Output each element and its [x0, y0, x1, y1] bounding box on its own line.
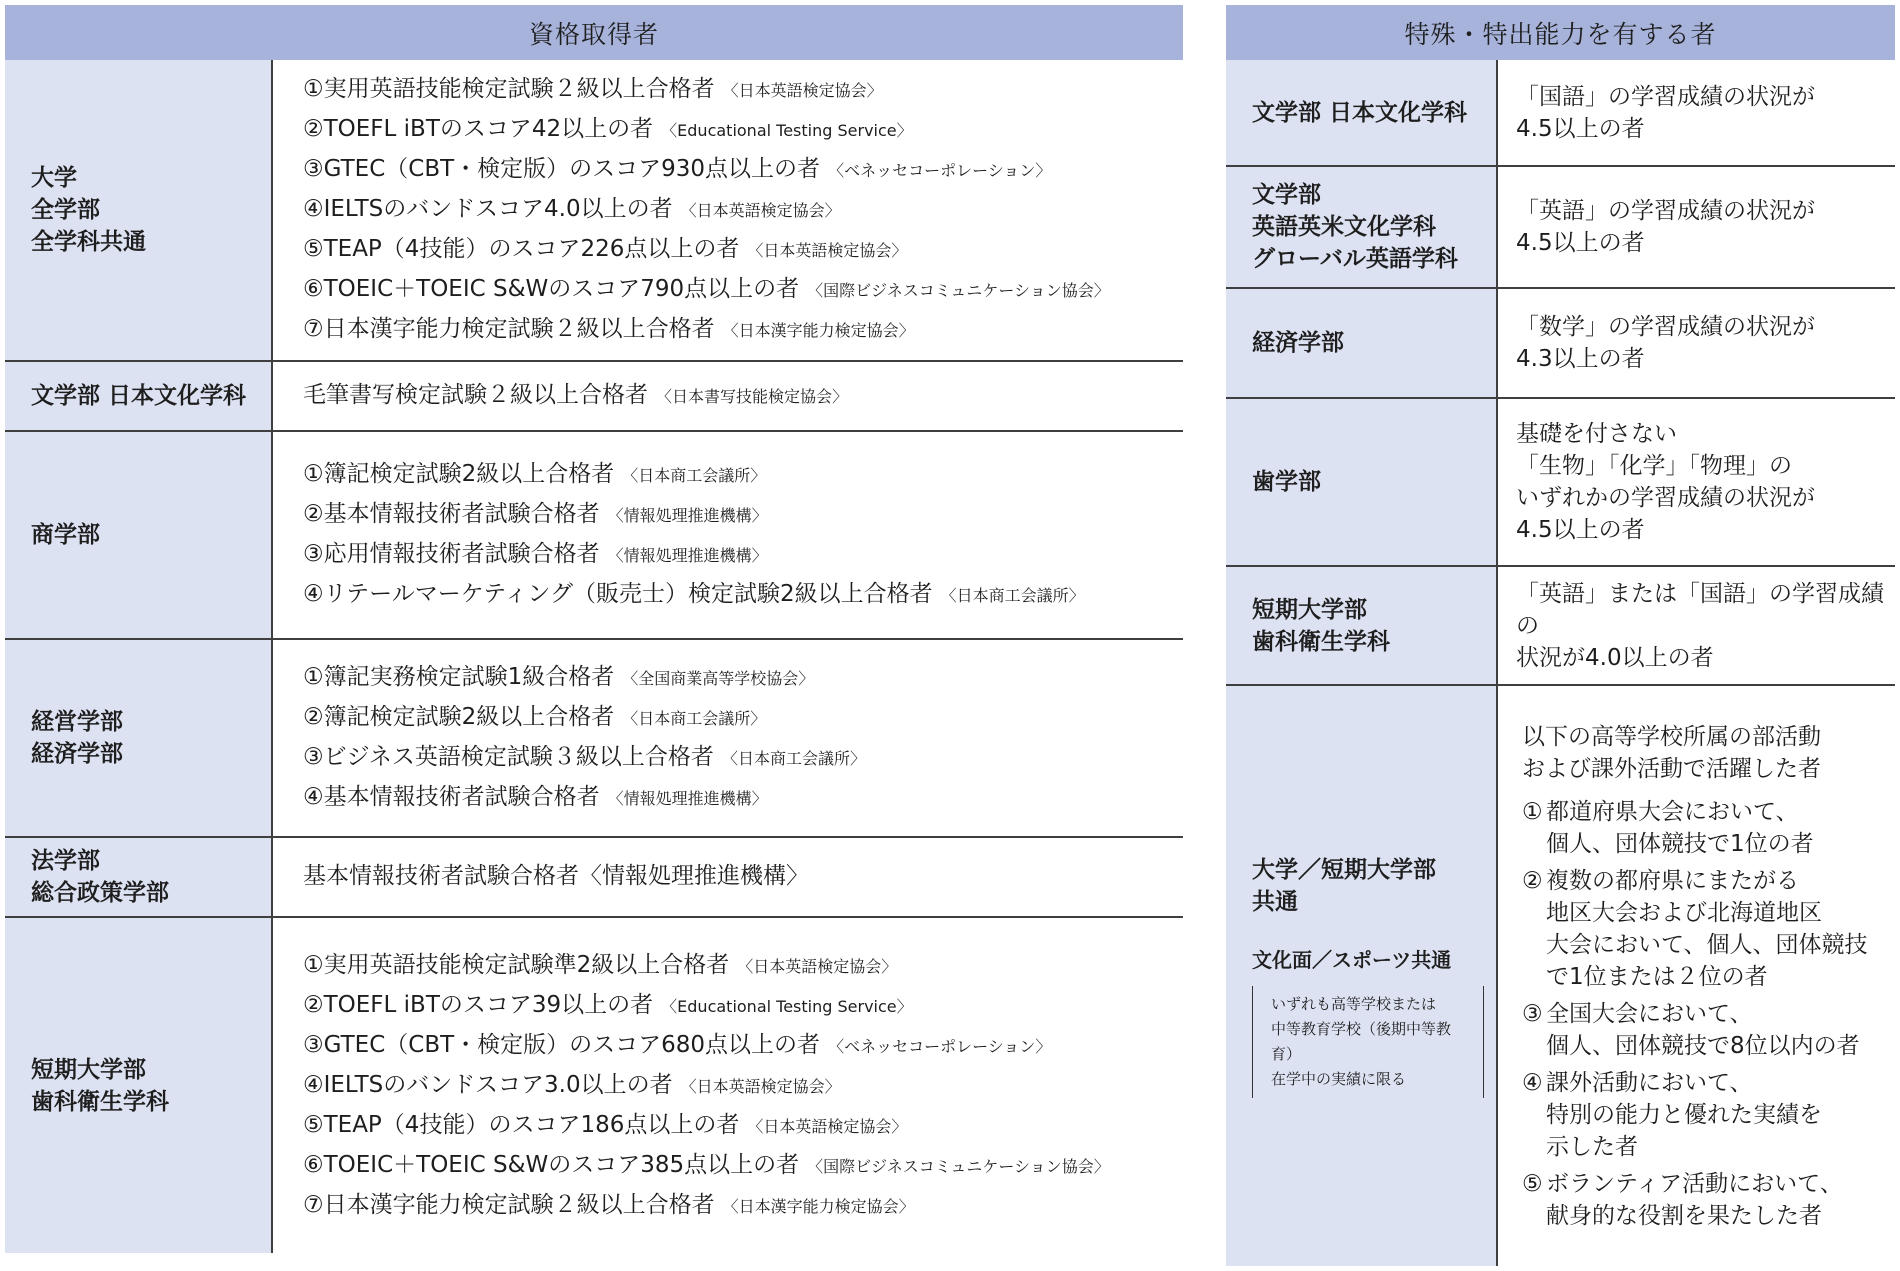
list-item: ②簿記検定試験2級以上合格者 〈日本商工会議所〉	[303, 704, 767, 730]
row-content	[1496, 567, 1895, 684]
table-row	[5, 918, 1183, 1253]
label-line: 全学科共通	[31, 229, 146, 255]
label-line: 短期大学部	[31, 1056, 146, 1083]
content-line: 「英語」または「国語」の学習成績の	[1516, 580, 1884, 639]
row-label	[5, 432, 271, 638]
row-content	[1496, 399, 1895, 565]
label-line: 全学部	[31, 197, 100, 223]
row-label	[1226, 567, 1496, 684]
note-box	[1252, 986, 1484, 1098]
label-line: 商学部	[31, 522, 100, 548]
label-line: 共通	[1252, 889, 1298, 915]
label-line: 法学部	[31, 848, 100, 874]
content-line: 「国語」の学習成績の状況が	[1516, 83, 1815, 110]
row-content	[1496, 686, 1895, 1266]
row-label	[1226, 399, 1496, 565]
table-row	[1226, 399, 1895, 567]
row-content	[1496, 167, 1895, 287]
list-item: ②TOEFL iBTのスコア39以上の者 〈Educational Testing Service〉	[303, 991, 913, 1018]
label-line: 経済学部	[31, 741, 123, 767]
row-label	[5, 362, 271, 430]
list-item: ③ビジネス英語検定試験３級以上合格者 〈日本商工会議所〉	[303, 744, 866, 770]
list-item: ①簿記検定試験2級以上合格者 〈日本商工会議所〉	[303, 461, 767, 487]
list-item: 基本情報技術者試験合格者〈情報処理推進機構〉	[303, 863, 809, 889]
label-line: 歯学部	[1252, 469, 1321, 495]
row-content	[1496, 60, 1895, 165]
row-label	[1226, 289, 1496, 397]
list-item: ①実用英語技能検定試験２級以上合格者 〈日本英語検定協会〉	[303, 76, 883, 102]
label-line: 文学部 日本文化学科	[31, 383, 247, 409]
table-row	[5, 432, 1183, 640]
list-item: ③GTEC（CBT・検定版）のスコア680点以上の者 〈ベネッセコーポレーション〉	[303, 1031, 1052, 1058]
list-item: ③応用情報技術者試験合格者 〈情報処理推進機構〉	[303, 541, 768, 567]
row-content	[271, 838, 1183, 916]
row-label	[5, 918, 271, 1253]
row-label	[5, 838, 271, 916]
content-line: 4.3以上の者	[1516, 346, 1645, 372]
table-row	[1226, 567, 1895, 686]
content-line: 4.5以上の者	[1516, 115, 1645, 142]
label-line: 歯科衛生学科	[1252, 628, 1390, 655]
row-content	[271, 432, 1183, 638]
special-abilities-table	[1226, 5, 1895, 1266]
label-line: 英語英米文化学科	[1252, 214, 1436, 240]
content-line: 「数学」の学習成績の状況が	[1516, 314, 1815, 340]
list-item: ① 都道府県大会において、 個人、団体競技で1位の者	[1522, 798, 1814, 857]
list-item: ⑥TOEIC＋TOEIC S&Wのスコア385点以上の者 〈国際ビジネスコミュニケーション協会〉	[303, 1151, 1110, 1178]
list-item: ⑤ ボランティア活動において、 献身的な役割を果たした者	[1522, 1170, 1843, 1229]
table-row	[1226, 167, 1895, 289]
label-line: 文学部	[1252, 182, 1321, 208]
table-row	[5, 838, 1183, 918]
table-row	[5, 60, 1183, 362]
list-item: ⑦日本漢字能力検定試験２級以上合格者 〈日本漢字能力検定協会〉	[303, 316, 915, 342]
list-item: ①簿記実務検定試験1級合格者 〈全国商業高等学校協会〉	[303, 664, 815, 690]
content-line: 4.5以上の者	[1516, 230, 1645, 256]
content-line: いずれかの学習成績の状況が	[1516, 485, 1815, 511]
list-item: ④IELTSのバンドスコア4.0以上の者 〈日本英語検定協会〉	[303, 196, 841, 222]
content-line: 4.5以上の者	[1516, 517, 1645, 543]
label-line: 大学／短期大学部	[1252, 857, 1436, 883]
row-content	[271, 362, 1183, 430]
label-line: 歯科衛生学科	[31, 1088, 169, 1115]
label-line: 経営学部	[31, 709, 123, 735]
list-item: ④IELTSのバンドスコア3.0以上の者 〈日本英語検定協会〉	[303, 1071, 841, 1098]
label-line: 文学部 日本文化学科	[1252, 99, 1468, 126]
row-content	[271, 918, 1183, 1253]
table-row	[1226, 60, 1895, 167]
list-item: 毛筆書写検定試験２級以上合格者 〈日本書写技能検定協会〉	[303, 382, 849, 408]
content-line: 基礎を付さない	[1516, 421, 1677, 447]
row-content	[271, 60, 1183, 360]
list-item: ② 複数の都府県にまたがる 地区大会および北海道地区 大会において、個人、団体競技 で1位または２位の者	[1522, 867, 1868, 990]
row-label	[1226, 686, 1496, 1266]
row-label	[1226, 167, 1496, 287]
intro-line: 以下の高等学校所属の部活動	[1522, 723, 1821, 750]
note-line: 中等教育学校（後期中等教育）	[1271, 1020, 1452, 1063]
note-line: いずれも高等学校または	[1271, 995, 1437, 1013]
row-content	[271, 640, 1183, 836]
list-item: ①実用英語技能検定試験準2級以上合格者 〈日本英語検定協会〉	[303, 951, 898, 978]
list-item: ②TOEFL iBTのスコア42以上の者 〈Educational Testing Service〉	[303, 116, 913, 142]
content-line: 「英語」の学習成績の状況が	[1516, 198, 1815, 224]
table-row	[1226, 686, 1895, 1266]
list-item: ④ 課外活動において、 特別の能力と優れた実績を 示した者	[1522, 1069, 1822, 1160]
label-line: 大学	[31, 165, 77, 191]
row-label	[5, 60, 271, 360]
list-item: ③ 全国大会において、 個人、団体競技で8位以内の者	[1522, 1000, 1860, 1059]
row-label	[5, 640, 271, 836]
table-row	[5, 362, 1183, 432]
label-line: 経済学部	[1252, 330, 1344, 356]
note-line: 在学中の実績に限る	[1271, 1070, 1407, 1088]
list-item: ⑦日本漢字能力検定試験２級以上合格者 〈日本漢字能力検定協会〉	[303, 1191, 915, 1218]
row-label	[1226, 60, 1496, 165]
list-item: ④リテールマーケティング（販売士）検定試験2級以上合格者 〈日本商工会議所〉	[303, 581, 1085, 607]
content-line: 「生物」「化学」「物理」の	[1516, 453, 1792, 479]
list-item: ③GTEC（CBT・検定版）のスコア930点以上の者 〈ベネッセコーポレーション〉	[303, 156, 1052, 182]
list-item: ⑤TEAP（4技能）のスコア186点以上の者 〈日本英語検定協会〉	[303, 1111, 908, 1138]
table-row	[5, 640, 1183, 838]
list-item: ⑥TOEIC＋TOEIC S&Wのスコア790点以上の者 〈国際ビジネスコミュニケーション協会〉	[303, 276, 1110, 302]
row-content	[1496, 289, 1895, 397]
label-line: グローバル英語学科	[1252, 246, 1458, 272]
list-item: ⑤TEAP（4技能）のスコア226点以上の者 〈日本英語検定協会〉	[303, 236, 908, 262]
table-row	[1226, 289, 1895, 399]
list-item: ②基本情報技術者試験合格者 〈情報処理推進機構〉	[303, 501, 768, 527]
intro-line: および課外活動で活躍した者	[1522, 755, 1821, 782]
label-line: 短期大学部	[1252, 596, 1367, 623]
sub-label: 文化面／スポーツ共通	[1252, 948, 1452, 972]
qualification-holders-table	[5, 5, 1183, 1253]
content-line: 状況が4.0以上の者	[1516, 644, 1714, 671]
list-item: ④基本情報技術者試験合格者 〈情報処理推進機構〉	[303, 784, 768, 810]
label-line: 総合政策学部	[31, 880, 169, 906]
left-table-header: 資格取得者	[5, 5, 1183, 60]
right-table-header: 特殊・特出能力を有する者	[1226, 5, 1895, 60]
